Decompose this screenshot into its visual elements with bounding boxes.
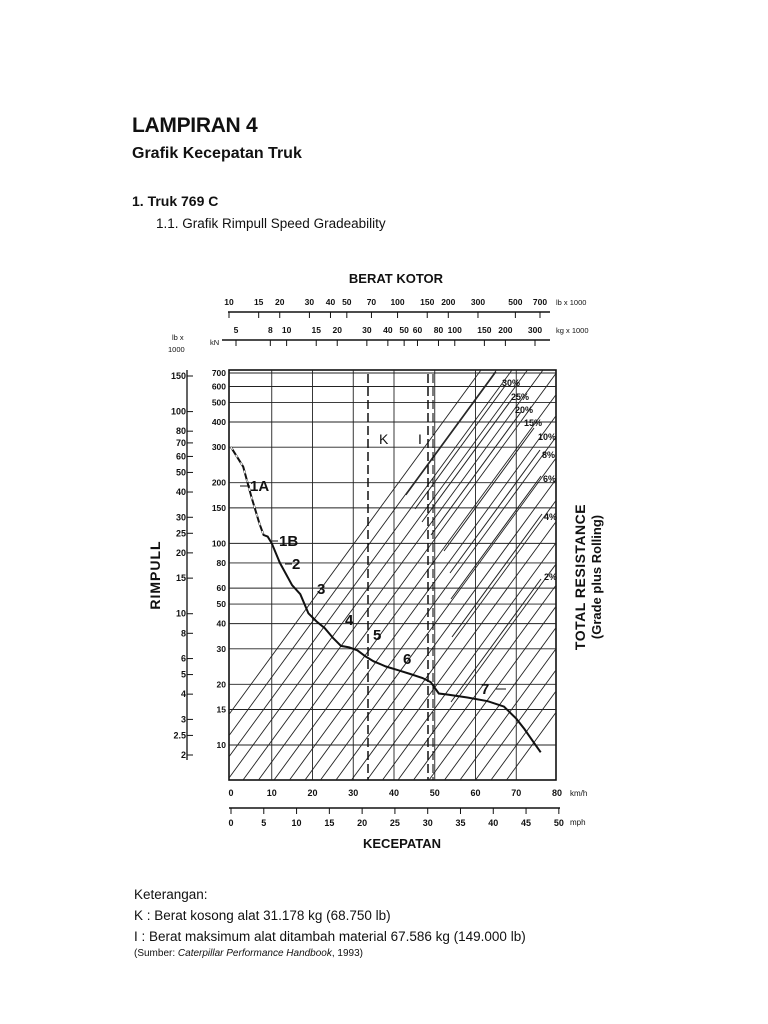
- x-kmh-tick-label: 30: [348, 788, 359, 798]
- grade-diagonal: [352, 370, 652, 780]
- top-lb-tick-label: 300: [470, 297, 486, 307]
- section-title: 1. Truk 769 C: [132, 193, 219, 209]
- left-kn-tick-label: 15: [216, 704, 226, 715]
- right-axis-label-2: (Grade plus Rolling): [589, 514, 604, 640]
- left-lb-tick-label: 50: [175, 467, 186, 478]
- page-subtitle: Grafik Kecepatan Truk: [132, 145, 302, 162]
- left-lb-tick-label: 10: [175, 608, 186, 619]
- left-lb-tick-label: 6: [180, 653, 186, 664]
- left-lb-tick-label: 60: [175, 451, 186, 462]
- top-kg-tick-label: 200: [498, 325, 513, 335]
- left-kn-tick-label: 20: [216, 679, 226, 690]
- gear-label: 6: [403, 651, 412, 668]
- top-kg-tick-label: 10: [281, 325, 292, 335]
- x-mph-tick-label: 50: [553, 818, 564, 828]
- grade-label: 25%: [511, 392, 530, 402]
- left-lb-tick-label: 40: [175, 487, 186, 498]
- left-kn-tick-label: 600: [211, 381, 226, 392]
- top-kg-tick-label: 150: [477, 325, 492, 335]
- top-kg-tick-label: 50: [399, 325, 409, 335]
- k-marker-label: K: [379, 431, 389, 447]
- grade-line-end: [450, 450, 540, 573]
- grade-label: 20%: [515, 405, 534, 415]
- note-k: K : Berat kosong alat 31.178 kg (68.750 lb): [134, 908, 391, 923]
- grade-diagonal: [414, 370, 714, 780]
- left-lb-tick-label: 150: [170, 371, 186, 381]
- x-kmh-tick-label: 20: [307, 788, 318, 798]
- grade-label: 4%: [544, 512, 558, 522]
- grade-label: 2%: [544, 572, 558, 582]
- gear-label: 4: [345, 612, 354, 629]
- x-mph-tick-label: 15: [324, 818, 335, 828]
- chart-title: BERAT KOTOR: [348, 271, 444, 286]
- top-lb-tick-label: 30: [304, 297, 315, 307]
- left-lb-tick-label: 2: [180, 750, 186, 760]
- left-lb-tick-label: 15: [175, 573, 186, 584]
- grade-line-end: [452, 514, 542, 637]
- x-mph-tick-label: 5: [261, 818, 267, 828]
- gear-label: 7: [481, 681, 490, 698]
- top-lb-tick-label: 200: [441, 297, 456, 307]
- left-kn-tick-label: 60: [216, 583, 226, 594]
- grade-diagonal: [460, 370, 760, 780]
- x-mph-unit: mph: [570, 818, 586, 827]
- top-lb-tick-label: 70: [366, 297, 377, 307]
- top-kg-tick-label: 60: [412, 325, 423, 335]
- top-lb-tick-label: 500: [508, 297, 523, 307]
- section-subtitle: 1.1. Grafik Rimpull Speed Gradeability: [156, 216, 386, 231]
- top-lb-unit: lb x 1000: [556, 298, 587, 307]
- grade-diagonal: [243, 370, 543, 780]
- grade-diagonal: [476, 370, 768, 780]
- gear-label: 5: [373, 627, 382, 644]
- top-kg-tick-label: 30: [362, 325, 372, 335]
- x-kmh-tick-label: 80: [551, 788, 563, 798]
- top-kg-tick-label: 20: [332, 325, 342, 335]
- x-kmh-tick-label: 40: [388, 788, 400, 798]
- x-mph-tick-label: 35: [455, 818, 466, 828]
- gear-label: 1A: [250, 478, 270, 495]
- top-kg-tick-label: 5: [233, 325, 239, 335]
- top-kg-tick-label: 15: [311, 325, 321, 335]
- left-lb-tick-label: 30: [175, 512, 186, 523]
- left-kn-tick-label: 150: [211, 502, 226, 513]
- grade-line-end: [451, 476, 541, 599]
- grade-line-end: [451, 579, 541, 702]
- source-title: Caterpillar Performance Handbook: [177, 948, 332, 959]
- top-lb-tick-label: 100: [390, 297, 405, 307]
- grade-line-end: [422, 399, 512, 522]
- notes-heading: Keterangan:: [134, 887, 208, 902]
- top-lb-tick-label: 10: [224, 297, 234, 307]
- x-mph-tick-label: 45: [521, 818, 532, 828]
- grade-label: 15%: [524, 418, 543, 428]
- grade-label: 6%: [543, 474, 557, 484]
- rimpull-curve-group: [231, 447, 541, 752]
- left-kn-unit: kN: [210, 338, 220, 347]
- left-kn-tick-label: 80: [216, 557, 226, 568]
- left-lb-tick-label: 5: [180, 669, 186, 680]
- grade-diagonal: [305, 370, 605, 780]
- left-lb-tick-label: 2.5: [173, 730, 186, 741]
- source-prefix: (Sumber:: [134, 948, 178, 959]
- grade-label: 30%: [502, 378, 521, 388]
- x-kmh-tick-label: 60: [470, 788, 481, 798]
- top-lb-tick-label: 150: [420, 297, 435, 307]
- x-mph-tick-label: 30: [422, 818, 433, 828]
- grade-line-end: [431, 412, 521, 535]
- left-lb-unit-2: 1000: [168, 345, 185, 354]
- grade-label: 10%: [538, 432, 557, 442]
- top-kg-tick-label: 80: [433, 325, 444, 335]
- left-kn-tick-label: 700: [211, 368, 226, 378]
- top-lb-tick-label: 50: [342, 297, 352, 307]
- x-kmh-tick-label: 70: [511, 788, 522, 798]
- left-kn-tick-label: 300: [211, 442, 226, 453]
- grade-diagonal: [259, 370, 559, 780]
- note-i: I : Berat maksimum alat ditambah material 67.586 kg (149.000 lb): [134, 929, 526, 944]
- source-suffix: , 1993): [331, 948, 364, 959]
- x-mph-tick-label: 10: [291, 818, 302, 828]
- top-kg-unit: kg x 1000: [556, 326, 589, 335]
- top-lb-tick-label: 40: [325, 297, 336, 307]
- x-kmh-tick-label: 0: [228, 788, 234, 798]
- grade-line-end: [444, 428, 534, 551]
- i-marker-label: I: [418, 431, 422, 447]
- x-mph-tick-label: 25: [389, 818, 400, 828]
- left-kn-tick-label: 400: [211, 417, 226, 428]
- left-lb-tick-label: 8: [180, 628, 186, 639]
- top-kg-tick-label: 40: [383, 325, 393, 335]
- left-kn-tick-label: 40: [216, 618, 226, 629]
- top-kg-tick-label: 8: [267, 325, 273, 335]
- left-lb-tick-label: 80: [175, 426, 186, 437]
- note-source: [134, 947, 526, 961]
- rimpull-curve: [231, 447, 541, 752]
- left-kn-tick-label: 500: [211, 397, 226, 408]
- gear-label: 2: [292, 556, 301, 573]
- grade-diagonal: [274, 370, 574, 780]
- left-kn-tick-label: 200: [211, 477, 226, 488]
- left-lb-tick-label: 3: [180, 714, 186, 725]
- page-title: LAMPIRAN 4: [132, 114, 258, 137]
- y-axis-label: RIMPULL: [147, 540, 163, 610]
- notes-block: [134, 884, 526, 961]
- left-lb-tick-label: 100: [170, 406, 186, 417]
- x-mph-tick-label: 20: [357, 818, 368, 828]
- grade-label: 8%: [542, 450, 556, 460]
- top-kg-tick-label: 100: [447, 325, 462, 335]
- left-lb-tick-label: 4: [180, 689, 186, 700]
- top-lb-tick-label: 20: [275, 297, 285, 307]
- x-mph-tick-label: 40: [488, 818, 499, 828]
- left-lb-tick-label: 70: [175, 437, 186, 448]
- grade-diagonal: [181, 370, 481, 780]
- top-lb-tick-label: 700: [532, 297, 548, 307]
- top-kg-tick-label: 300: [527, 325, 543, 335]
- x-kmh-unit: km/h: [570, 789, 588, 798]
- grade-diagonal: [212, 370, 512, 780]
- left-kn-tick-label: 100: [211, 538, 226, 549]
- left-lb-tick-label: 25: [175, 528, 186, 539]
- chart-labels: [147, 271, 604, 851]
- grade-diagonal: [197, 370, 497, 780]
- top-lb-tick-label: 15: [253, 297, 264, 307]
- left-lb-tick-label: 20: [175, 547, 186, 558]
- right-axis-label-1: TOTAL RESISTANCE: [572, 503, 588, 651]
- left-kn-tick-label: 30: [216, 643, 226, 654]
- x-kmh-tick-label: 50: [429, 788, 440, 798]
- left-lb-unit-1: lb x: [172, 333, 184, 342]
- grade-lines: [181, 370, 768, 780]
- x-kmh-tick-label: 10: [266, 788, 277, 798]
- x-axis-label: KECEPATAN: [363, 836, 441, 851]
- x-mph-tick-label: 0: [228, 818, 234, 828]
- left-kn-tick-label: 50: [216, 599, 226, 610]
- left-kn-tick-label: 10: [216, 740, 226, 750]
- gear-label: 1B: [279, 533, 299, 550]
- grade-diagonal: [228, 370, 528, 780]
- gear-label: 3: [317, 581, 326, 598]
